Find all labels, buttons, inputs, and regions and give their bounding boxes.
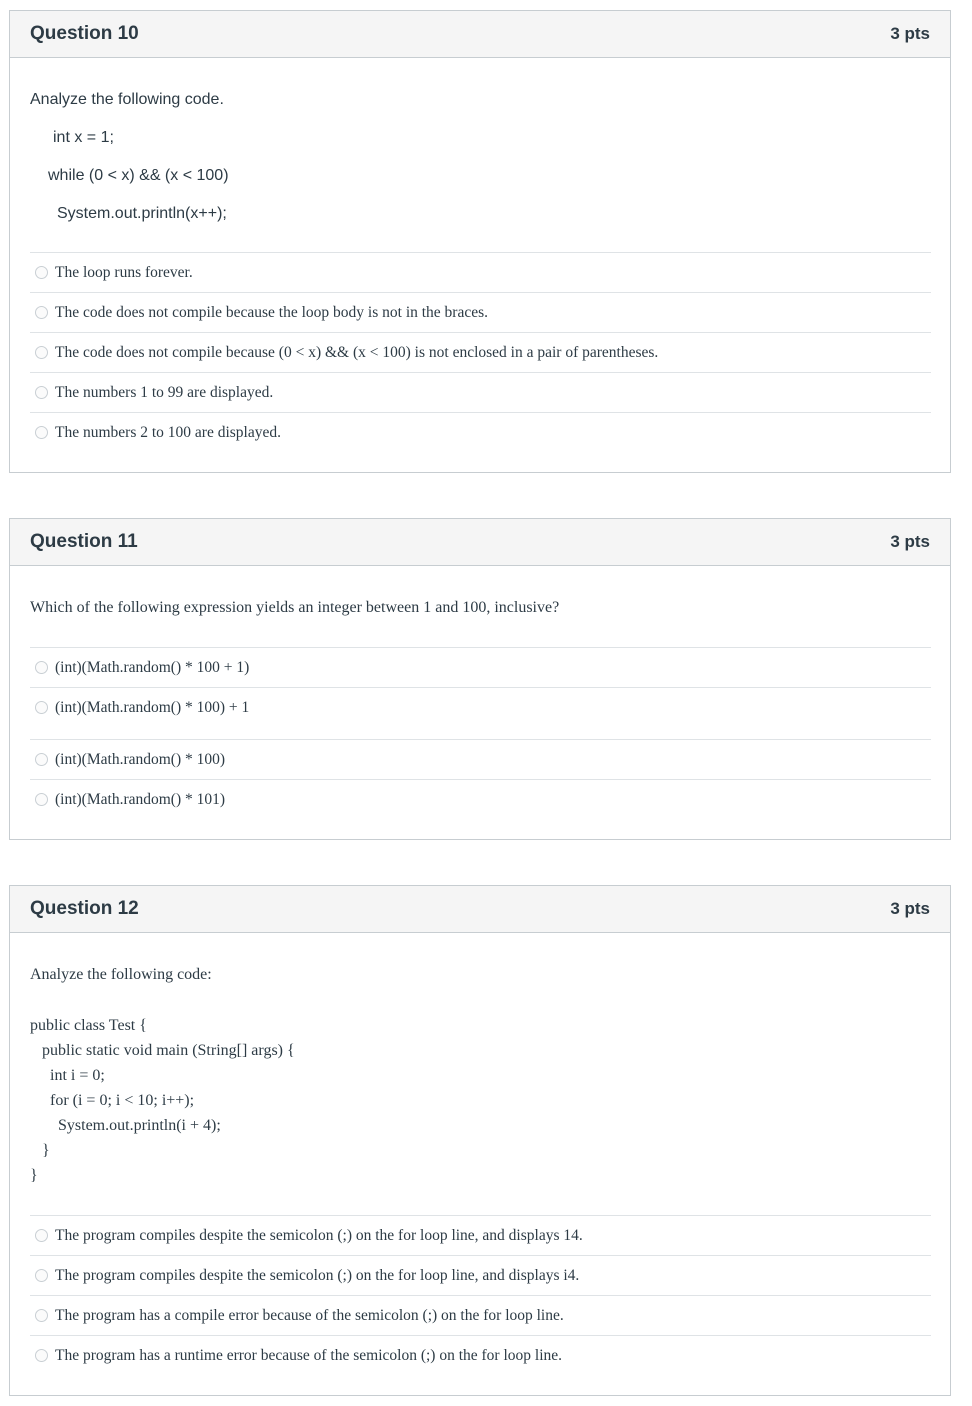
radio-button[interactable] (35, 661, 48, 674)
code-line: } (30, 1167, 38, 1184)
radio-button[interactable] (35, 426, 48, 439)
code-line: while (0 < x) && (x < 100) (48, 167, 229, 184)
question-points: 3 pts (890, 532, 930, 551)
answer-option[interactable] (30, 1255, 931, 1295)
answer-option[interactable] (30, 292, 931, 332)
radio-button[interactable] (35, 701, 48, 714)
radio-button[interactable] (35, 1269, 48, 1282)
answer-list (30, 647, 931, 819)
answer-option[interactable] (30, 687, 931, 727)
answer-option[interactable] (30, 1295, 931, 1335)
answer-list (30, 1215, 931, 1375)
question-points: 3 pts (890, 24, 930, 43)
answer-option[interactable] (30, 332, 931, 372)
answer-option[interactable] (30, 739, 931, 779)
answer-label: The numbers 1 to 99 are displayed. (55, 383, 274, 401)
answer-option[interactable] (30, 647, 931, 687)
question-points: 3 pts (890, 899, 930, 918)
answer-list (30, 252, 931, 452)
answer-label: The numbers 2 to 100 are displayed. (55, 423, 281, 441)
answer-label: The program compiles despite the semicolon (;) on the for loop line, and displays i4. (55, 1266, 580, 1284)
question-prompt: Which of the following expression yields an integer between 1 and 100, inclusive? (30, 599, 560, 616)
answer-label: The loop runs forever. (55, 263, 193, 281)
question-prompt: Analyze the following code: (30, 966, 212, 983)
question-prompt: Analyze the following code. (30, 91, 224, 108)
radio-button[interactable] (35, 346, 48, 359)
answer-label: The program has a compile error because of the semicolon (;) on the for loop line. (55, 1306, 564, 1324)
answer-option[interactable] (30, 412, 931, 452)
answer-label: (int)(Math.random() * 100) (55, 750, 226, 768)
radio-button[interactable] (35, 306, 48, 319)
code-line: public class Test { (30, 1017, 147, 1034)
question-11-card (9, 518, 951, 840)
answer-option[interactable] (30, 252, 931, 292)
answer-label: The code does not compile because the loop body is not in the braces. (55, 303, 489, 321)
question-title: Question 11 (30, 531, 138, 552)
radio-button[interactable] (35, 266, 48, 279)
answer-label: The program has a runtime error because of the semicolon (;) on the for loop line. (55, 1346, 563, 1364)
code-line: } (42, 1142, 50, 1159)
code-line: int i = 0; (50, 1067, 105, 1084)
radio-button[interactable] (35, 753, 48, 766)
answer-label: (int)(Math.random() * 101) (55, 790, 226, 808)
answer-option[interactable] (30, 372, 931, 412)
radio-button[interactable] (35, 1229, 48, 1242)
code-line: for (i = 0; i < 10; i++); (50, 1092, 195, 1109)
question-header (10, 886, 950, 933)
answer-option[interactable] (30, 779, 931, 819)
radio-button[interactable] (35, 1309, 48, 1322)
code-line: int x = 1; (53, 129, 114, 146)
radio-button[interactable] (35, 386, 48, 399)
answer-label: The code does not compile because (0 < x) && (x < 100) is not enclosed in a pair of parentheses. (55, 343, 659, 361)
question-title: Question 10 (30, 23, 139, 44)
radio-button[interactable] (35, 1349, 48, 1362)
question-12-card (9, 885, 951, 1396)
answer-option[interactable] (30, 1335, 931, 1375)
code-line: public static void main (String[] args) { (42, 1042, 295, 1059)
question-10-card (9, 10, 951, 473)
question-title: Question 12 (30, 898, 139, 919)
question-header (10, 519, 950, 566)
radio-button[interactable] (35, 793, 48, 806)
question-header (10, 11, 950, 58)
answer-option[interactable] (30, 1215, 931, 1255)
code-line: System.out.println(i + 4); (58, 1117, 221, 1134)
answer-label: The program compiles despite the semicolon (;) on the for loop line, and displays 14. (55, 1226, 583, 1244)
answer-label: (int)(Math.random() * 100) + 1 (55, 698, 250, 716)
code-line: System.out.println(x++); (57, 205, 227, 222)
answer-label: (int)(Math.random() * 100 + 1) (55, 658, 250, 676)
